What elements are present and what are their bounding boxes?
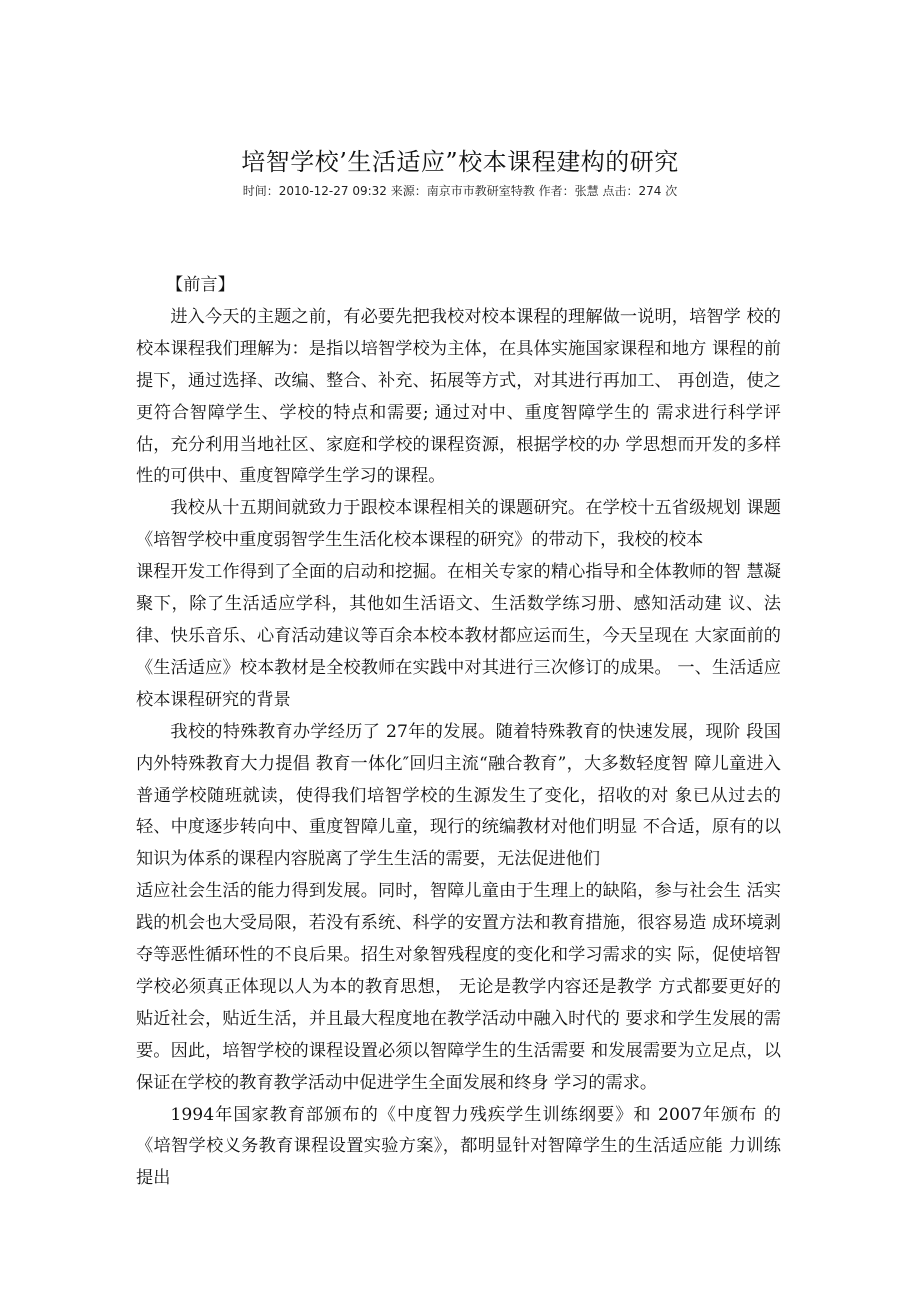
paragraph: 我校的特殊教育办学经历了 27年的发展。随着特殊教育的快速发展，现阶 段国内外特殊教育大力提倡 教育一体化″回归主流“融合教育”，大多数轻度智 障儿童进入普通学校随班就读，使得我们培智学校的生源发生了变化，招收的对 象已从过去的轻、中度逐步转向中、重度智障儿童，现行的统编教材对他们明显 不合适，原有的以知识为体系的课程内容脱离了学生生活的需要，无法促进他们 [136,721,781,870]
paragraph: 课程开发工作得到了全面的启动和挖掘。在相关专家的精心指导和全体教师的智 慧凝聚下，除了生活适应学科，其他如生活语文、生活数学练习册、感知活动建 议、法律、快乐音乐、心育活动建议等百余本校本教材都应运而生，今天呈现在 大家面前的《生活适应》校本教材是全校教师在实践中对其进行三次修订的成果。 一、生活适应校本课程研究的背景 [136,562,781,710]
source-value: 南京市市教研室特教 [426,184,535,198]
clicks-value: 274 [638,184,662,198]
clicks-unit: 次 [665,184,678,198]
time-label: 时间： [242,184,279,198]
source-label: 来源： [390,184,427,198]
clicks-label: 点击： [602,184,639,198]
document-title: 培智学校’生活适应”校本课程建构的研究 [241,148,679,176]
article-body [136,270,781,1195]
paragraph: 我校从十五期间就致力于跟校本课程相关的课题研究。在学校十五省级规划 课题《培智学校中重度弱智学生生活化校本课程的研究》的带动下，我校的校本 [136,498,781,551]
author-label: 作者： [538,184,575,198]
paragraph: 进入今天的主题之前，有必要先把我校对校本课程的理解做一说明，培智学 校的校本课程我们理解为：是指以培智学校为主体，在具体实施国家课程和地方 课程的前提下，通过选择、改编、整合、补充、拓展等方式，对其进行再加工、 再创造，使之更符合智障学生、学校的特点和需要; 通过对中、重度智障学生的 需求进行科学评估，充分利用当地社区、家庭和学校的课程资源，根据学校的办 学思想而开发的多样性的可供中、重度智障学生学习的课程。 [136,306,781,487]
section-heading: 【前言】 [166,275,235,295]
paragraph: 适应社会生活的能力得到发展。同时，智障儿童由于生理上的缺陷，参与社会生 活实践的机会也大受局限，若没有系统、科学的安置方法和教育措施，很容易造 成环境剥夺等恶性循环性的不良后果。招生对象智残程度的变化和学习需求的实 际，促使培智学校必须真正体现以人为本的教育思想， 无论是教学内容还是教学 方式都要更好的贴近社会，贴近生活，并且最大程度地在教学活动中融入时代的 要求和学生发展的需要。因此，培智学校的课程设置必须以智障学生的生活需要 和发展需要为立足点，以保证在学校的教育教学活动中促进学生全面发展和终身 学习的需求。 [136,881,781,1093]
article-meta [0,182,920,200]
time-value: 2010-12-27 09:32 [278,184,387,198]
paragraph: 1994年国家教育部颁布的《中度智力残疾学生训练纲要》和 2007年颁布 的《培智学校义务教育课程设置实验方案》，都明显针对智障学生的生活适应能 力训练提出 [136,1104,781,1189]
author-value: 张慧 [574,184,599,198]
